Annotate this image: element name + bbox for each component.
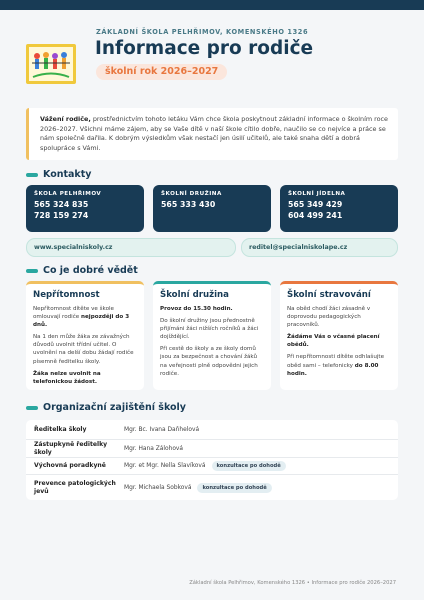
card-paragraph: Na 1 den může žáka ze závažných důvodů uvolnit třídní učitel. O uvolnění na delší dobu žádají rodiče písemně ředitelku školy. <box>33 334 134 365</box>
organization-heading: Organizační zajištění školy <box>26 402 186 413</box>
card-heading: Školní stravování <box>287 290 371 300</box>
contact-card-canteen <box>280 185 398 232</box>
card-meals <box>280 281 398 390</box>
person-cell: Mgr. Bc. Ivana Daňhelová <box>124 426 200 433</box>
school-year-badge: školní rok 2026–2027 <box>96 64 227 80</box>
top-bar <box>0 0 424 10</box>
intro-box <box>26 108 398 160</box>
contact-label: ŠKOLNÍ DRUŽINA <box>161 191 222 197</box>
person-cell: Mgr. Michaela Sobková <box>124 484 192 491</box>
card-paragraph: Do školní družiny jsou přednostně přijímáni žáci nižších ročníků a žáci dojíždějící. <box>160 318 259 341</box>
children-drawing-icon <box>29 47 73 81</box>
table-row <box>26 458 398 475</box>
website-link[interactable]: www.specialniskoly.cz <box>26 238 236 257</box>
table-row <box>26 440 398 458</box>
header <box>26 24 398 86</box>
card-paragraph: Na oběd chodí žáci zásadně v doprovodu pedagogických pracovníků. <box>287 306 371 329</box>
card-after-school-club <box>153 281 271 390</box>
card-paragraph: Při cestě do školy a ze školy domů jsou za bezpečnost a chování žáků na veřejnosti plně odpovědni jejich rodiče. <box>160 346 258 377</box>
contact-card-school <box>26 185 144 232</box>
phone-number[interactable]: 565 333 430 <box>161 200 216 209</box>
page-title: Informace pro rodiče <box>95 38 314 59</box>
role-cell: Zástupkyně ředitelky školy <box>34 441 108 456</box>
school-name: ZÁKLADNÍ ŠKOLA PELHŘIMOV, KOMENSKÉHO 1326 <box>96 28 309 36</box>
table-row <box>26 475 398 500</box>
intro-text: prostřednictvím tohoto letáku Vám chce škola poskytnout základní informace o školním roce 2026–2027. Všichni máme zájem, aby se Vaše dítě v naší škole cítilo dobře, naučilo se co nejvíce a práce se nám společně dařila. K dobrým výsledkům však nestačí jen úsilí učitelů, ale také snaha dětí a dobrá spolupráce s Vámi. <box>40 115 388 153</box>
email-link[interactable]: reditel@specialniskolape.cz <box>241 238 398 257</box>
good-to-know-heading: Co je dobré vědět <box>26 265 138 276</box>
phone-number[interactable]: 565 349 429 <box>288 200 343 209</box>
card-paragraph: Nepřítomnost dítěte ve škole omlouvají rodiče nejpozději do 3 dnů. <box>33 306 130 329</box>
school-logo <box>26 44 76 84</box>
consultation-tag: konzultace po dohodě <box>197 483 271 493</box>
card-paragraph: Žáka nelze uvolnit na telefonickou žádost. <box>33 370 101 385</box>
table-row <box>26 420 398 440</box>
contact-label: ŠKOLNÍ JÍDELNA <box>288 191 346 197</box>
organization-table <box>26 420 398 500</box>
card-paragraph: Provoz do 15.30 hodin. <box>160 306 233 312</box>
role-cell: Ředitelka školy <box>34 425 87 433</box>
card-heading: Nepřítomnost <box>33 290 100 300</box>
consultation-tag: konzultace po dohodě <box>212 461 286 471</box>
section-marker <box>26 173 38 177</box>
role-cell: Prevence patologických jevů <box>34 480 116 495</box>
section-marker <box>26 269 38 273</box>
contact-label: ŠKOLA PELHŘIMOV <box>34 191 102 197</box>
person-cell: Mgr. et Mgr. Nella Slavíková <box>124 463 206 469</box>
role-cell: Výchovná poradkyně <box>34 462 106 470</box>
person-cell: Mgr. Hana Zálohová <box>124 445 184 452</box>
contacts-heading: Kontakty <box>26 169 92 180</box>
intro-lead: Vážení rodiče, <box>40 115 91 123</box>
phone-number[interactable]: 728 159 274 <box>34 211 89 220</box>
phone-number[interactable]: 565 324 835 <box>34 200 89 209</box>
phone-number[interactable]: 604 499 241 <box>288 211 343 220</box>
contact-card-club <box>153 185 271 232</box>
footer: Základní škola Pelhřimov, Komenského 1326 • Informace pro rodiče 2026–2027 <box>189 580 396 586</box>
card-absence <box>26 281 144 390</box>
card-paragraph: Žádáme Vás o včasné placení obědů. <box>287 334 380 349</box>
card-paragraph: Při nepřítomnosti dítěte odhlašujte oběd sami – telefonicky do 8.00 hodin. <box>287 354 385 377</box>
section-marker <box>26 406 38 410</box>
card-heading: Školní družina <box>160 290 229 300</box>
